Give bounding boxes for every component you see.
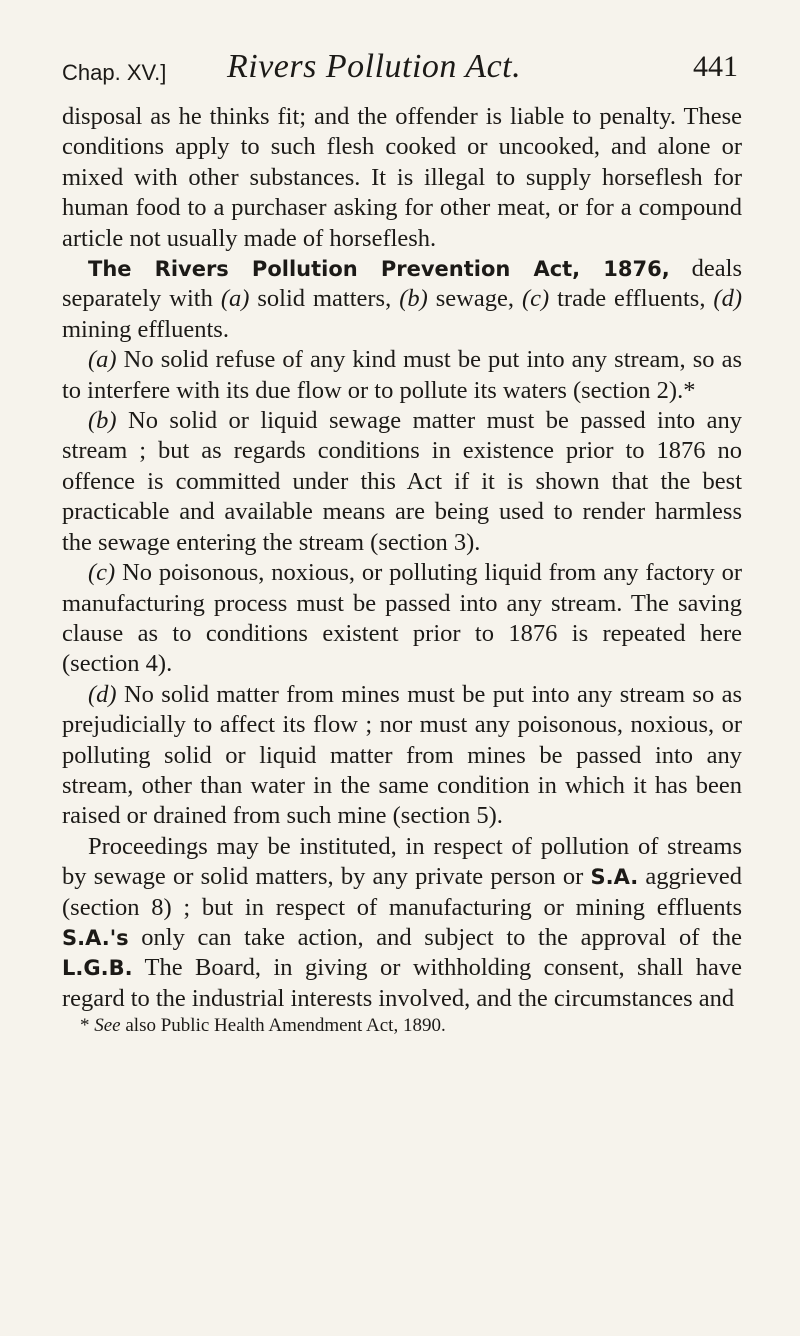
paragraph: [62, 345, 742, 406]
item-letter: (d): [713, 285, 742, 313]
item-letter: (b): [88, 407, 117, 435]
text-run: aggrieved (section 8) ; but in respect of manufacturing or mining effluents: [62, 863, 742, 921]
footnote: [62, 1014, 742, 1038]
paragraph: [62, 832, 742, 1014]
bold-term: S.A.: [590, 865, 639, 890]
chapter-label: Chap. XV.]: [62, 60, 167, 85]
paragraph: [62, 102, 742, 254]
paragraph: [62, 558, 742, 680]
paragraph: [62, 406, 742, 558]
text-run: The Board, in giving or withholding consent, shall have regard to the industrial interests involved, and the circumstances and: [62, 954, 742, 1012]
bold-term: The Rivers Pollution Prevention Act, 1876,: [88, 257, 670, 282]
text-run: No solid matter from mines must be put into any stream so as prejudicially to affect its flow ; nor must any poisonous, noxious, or polluting solid or liquid matter from mines be passed into any stream, other than water in the same condition in which it has been raised or drained from such mine (section 5).: [62, 680, 742, 830]
item-letter: (d): [88, 680, 117, 708]
item-letter: (b): [399, 285, 428, 313]
text-run: No solid refuse of any kind must be put into any stream, so as to interfere with its due flow or to pollute its waters (section 2).*: [62, 346, 742, 404]
item-letter: (a): [88, 346, 117, 374]
text-run: No poisonous, noxious, or polluting liquid from any factory or manufacturing process must be passed into any stream. The saving clause as to conditions existent prior to 1876 is repeated here (section 4).: [62, 559, 742, 678]
running-head: [62, 46, 738, 96]
text-run: mining effluents.: [62, 315, 229, 343]
text-run: sewage,: [427, 285, 522, 313]
text-run: trade effluents,: [549, 285, 714, 313]
item-letter: (a): [220, 285, 250, 313]
bold-term: S.A.'s: [62, 925, 129, 950]
text-run: solid matters,: [249, 285, 400, 313]
bold-term: L.G.B.: [62, 956, 133, 981]
running-title: Rivers Pollution Act.: [227, 48, 522, 85]
body-text: [62, 102, 742, 1038]
paragraph: [62, 680, 742, 832]
text-run: only can take action, and subject to the approval of the: [128, 923, 742, 951]
footnote-see: See: [94, 1015, 121, 1037]
footnote-text: also Public Health Amendment Act, 1890.: [125, 1015, 446, 1037]
text-run: Proceedings may be instituted, in respect of pollution of streams by sewage or solid matters, by any private person or: [62, 832, 742, 891]
text-run: disposal as he thinks fit; and the offender is liable to penalty. These conditions apply to such flesh cooked or uncooked, and alone or mixed with other substances. It is illegal to supply horseflesh for human food to a purchaser asking for other meat, or for a compound article not usually made of horseflesh.: [62, 103, 742, 252]
footnote-marker: *: [80, 1015, 90, 1037]
page-number: 441: [693, 50, 738, 83]
item-letter: (c): [521, 285, 550, 313]
text-run: deals separately with: [62, 255, 742, 313]
paragraph-list: [62, 102, 742, 1014]
paragraph: [62, 254, 742, 345]
item-letter: (c): [88, 559, 116, 587]
text-run: No solid or liquid sewage matter must be passed into any stream ; but as regards conditions in existence prior to 1876 no offence is committed under this Act if it is shown that the best practicable and available means are being used to render harmless the sewage entering the stream (section 3).: [62, 407, 742, 556]
